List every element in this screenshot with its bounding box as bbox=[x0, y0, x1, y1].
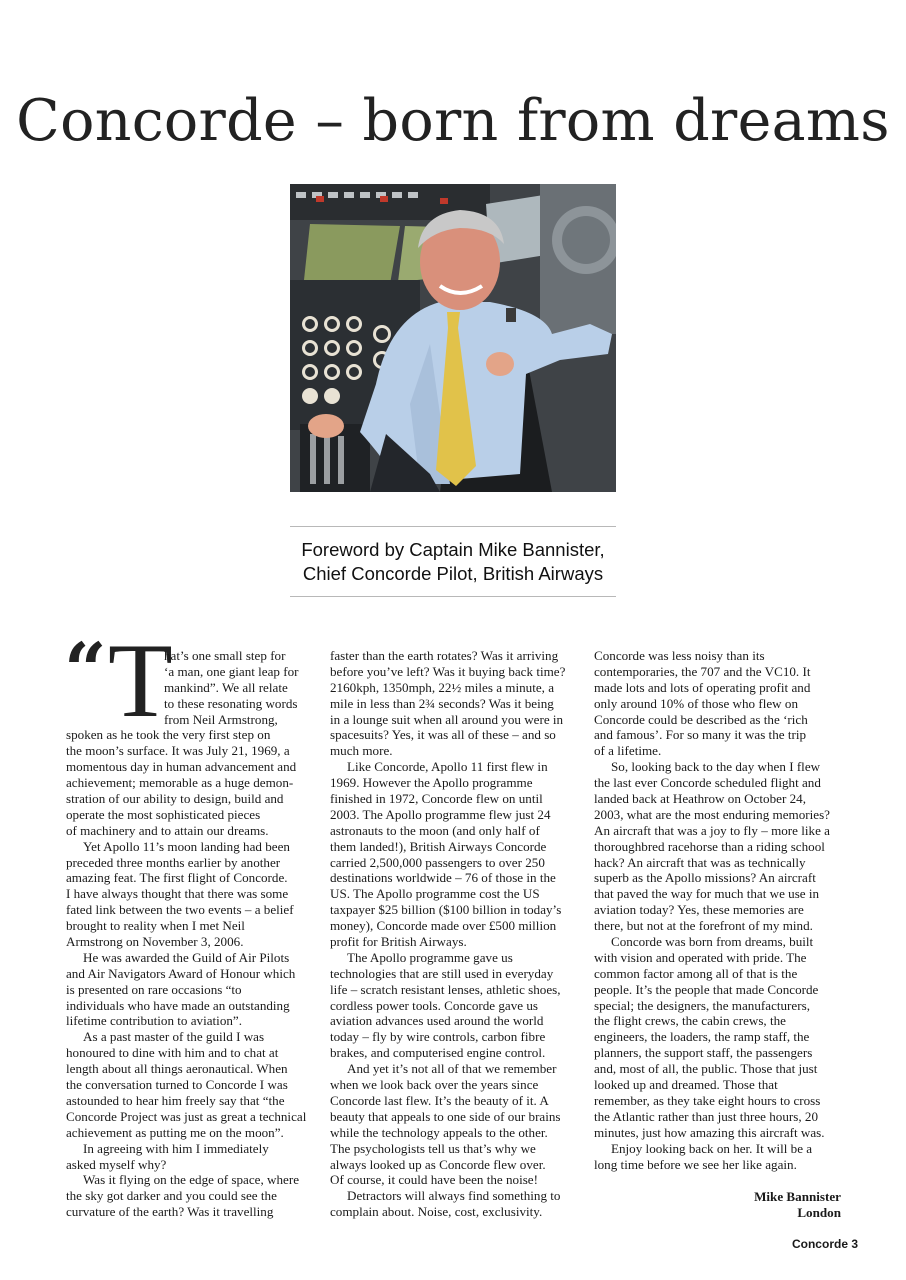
text-line: spoken as he took the very first step on bbox=[66, 727, 271, 743]
text-line: that paved the way for much that we use in bbox=[594, 886, 820, 902]
text-line: brought to reality when I met Neil bbox=[66, 918, 245, 934]
text-line: thoroughbred racehorse than a riding school bbox=[594, 838, 825, 854]
text-line: length about all things aeronautical. When bbox=[66, 1061, 288, 1077]
text-line: taxpayer $25 billion ($100 billion in today’s bbox=[330, 902, 562, 918]
text-line: asked myself why? bbox=[66, 1156, 167, 1172]
foreword-line-1: Foreword by Captain Mike Bannister, bbox=[301, 539, 605, 560]
foreword-line-2: Chief Concorde Pilot, British Airways bbox=[302, 563, 604, 584]
text-line: achievement; memorable as a huge demon- bbox=[66, 775, 294, 791]
text-line: Concorde was less noisy than its bbox=[594, 648, 765, 663]
text-line: 1969. However the Apollo programme bbox=[330, 775, 533, 791]
text-line: Was it flying on the edge of space, where bbox=[83, 1172, 300, 1188]
text-line: lifetime contribution to aviation”. bbox=[66, 1013, 242, 1029]
text-line: Like Concorde, Apollo 11 first flew in bbox=[347, 759, 548, 775]
text-line: destinations worldwide – 76 of those in the bbox=[330, 870, 556, 886]
text-line: brakes, and computerised engine control. bbox=[330, 1045, 546, 1061]
text-line: money), Concorde made over £500 million bbox=[330, 918, 557, 934]
text-line: beauty that appeals to one side of our brains bbox=[330, 1108, 561, 1124]
text-line: today – fly by wire controls, carbon fibre bbox=[330, 1029, 546, 1045]
text-line: I have always thought that there was some bbox=[66, 886, 289, 902]
text-line: long time before we see her like again. bbox=[594, 1156, 797, 1172]
text-line: planners, the support staff, the passengers bbox=[594, 1045, 813, 1061]
text-line: special; the designers, the manufacturers, bbox=[594, 997, 810, 1013]
text-line: curvature of the earth? Was it travelling bbox=[66, 1204, 274, 1220]
text-column-2 bbox=[330, 648, 580, 1220]
text-line: while the technology appeals to the other. bbox=[330, 1124, 548, 1140]
text-line: In agreeing with him I immediately bbox=[83, 1140, 269, 1156]
text-line: of a lifetime. bbox=[594, 743, 662, 759]
page-number: Concorde 3 bbox=[791, 1237, 858, 1251]
text-line: from Neil Armstrong, bbox=[164, 711, 278, 727]
text-line: the last ever Concorde scheduled flight and bbox=[594, 775, 821, 791]
signature-name: Mike Bannister bbox=[754, 1189, 841, 1204]
text-line: them landed!), British Airways Concorde bbox=[330, 838, 547, 854]
text-line: ‘a man, one giant leap for bbox=[164, 663, 299, 679]
text-line: fated link between the two events – a belief bbox=[66, 902, 294, 918]
text-line: finished in 1972, Concorde flew on until bbox=[330, 791, 543, 807]
text-line: remember, as they take eight hours to cross bbox=[594, 1092, 821, 1108]
signature-place: London bbox=[797, 1205, 841, 1220]
text-line: spacesuits? Yes, it was all of these – and so bbox=[330, 727, 556, 743]
text-line: An aircraft that was a joy to fly – more like a bbox=[594, 822, 830, 838]
text-line: superb as the Apollo missions? An aircraft bbox=[594, 870, 816, 886]
text-line: The Apollo programme gave us bbox=[347, 949, 513, 965]
text-line: astronauts to the moon (and only half of bbox=[330, 822, 540, 838]
text-line: when we look back over the years since bbox=[330, 1077, 539, 1093]
text-line: there, but not at the forefront of my mind. bbox=[594, 918, 813, 934]
text-line: 2160kph, 1350mph, 22½ miles a minute, a bbox=[330, 679, 555, 695]
text-line: Enjoy looking back on her. It will be a bbox=[611, 1140, 813, 1156]
text-line: people. It’s the people that made Concorde bbox=[594, 981, 819, 997]
text-line: So, looking back to the day when I flew bbox=[611, 759, 821, 775]
text-line: faster than the earth rotates? Was it arriving bbox=[330, 648, 559, 663]
drop-cap-letter: T bbox=[108, 622, 173, 739]
text-line: is presented on rare occasions “to bbox=[66, 981, 242, 997]
text-line: Concorde was born from dreams, built bbox=[611, 934, 814, 950]
text-line: stration of our ability to design, build and bbox=[66, 791, 284, 807]
text-line: 2003. The Apollo programme flew just 24 bbox=[330, 806, 551, 822]
text-line: mankind”. We all relate bbox=[164, 679, 288, 695]
text-line: of machinery and to attain our dreams. bbox=[66, 822, 269, 838]
text-line: US. The Apollo programme cost the US bbox=[330, 886, 540, 902]
text-line: engineers, the loaders, the ramp staff, the bbox=[594, 1029, 810, 1045]
text-line: amazing feat. The first flight of Concorde. bbox=[66, 870, 288, 886]
text-line: momentous day in human advancement and bbox=[66, 759, 297, 775]
text-line: only around 10% of those who flew on bbox=[594, 695, 799, 711]
text-line: much more. bbox=[330, 743, 393, 759]
text-line: As a past master of the guild I was bbox=[83, 1029, 265, 1045]
text-line: complain about. Noise, cost, exclusivity. bbox=[330, 1204, 543, 1220]
text-line: in a lounge suit when all around you were in bbox=[330, 711, 564, 727]
text-column-1 bbox=[66, 648, 316, 1220]
text-line: The psychologists tell us that’s why we bbox=[330, 1140, 536, 1156]
text-line: before you’ve left? Was it buying back time? bbox=[330, 663, 566, 679]
text-line: preceded three months earlier by another bbox=[66, 854, 281, 870]
text-line: Yet Apollo 11’s moon landing had been bbox=[83, 838, 290, 854]
text-line: Concorde Project was just as great a technical bbox=[66, 1108, 307, 1124]
foreword-bottom-rule bbox=[290, 596, 616, 597]
foreword-top-rule bbox=[290, 526, 616, 527]
text-line: with vision and operated with pride. The bbox=[594, 949, 807, 965]
text-line: life – scratch resistant lenses, athletic shoes, bbox=[330, 981, 561, 997]
foreword-byline bbox=[250, 538, 656, 586]
text-line: and, most of all, the public. Those that just bbox=[594, 1061, 818, 1077]
text-line: the sky got darker and you could see the bbox=[66, 1188, 277, 1204]
text-line: made lots and lots of operating profit and bbox=[594, 679, 811, 695]
text-line: carried 2,500,000 passengers to over 250 bbox=[330, 854, 545, 870]
text-column-3 bbox=[594, 648, 844, 1172]
text-line: common factor among all of that is the bbox=[594, 965, 798, 981]
text-line: And yet it’s not all of that we remember bbox=[347, 1061, 557, 1077]
text-line: and Air Navigators Award of Honour which bbox=[66, 965, 296, 981]
text-line: and famous’. For so many it was the trip bbox=[594, 727, 807, 743]
text-line: landed back at Heathrow on October 24, bbox=[594, 791, 806, 807]
text-line: looked up and dreamed. Those that bbox=[594, 1077, 778, 1093]
text-line: honoured to dine with him and to chat at bbox=[66, 1045, 279, 1061]
text-line: always looked up as Concorde flew over. bbox=[330, 1156, 546, 1172]
text-line: Of course, it could have been the noise! bbox=[330, 1172, 538, 1188]
text-line: the conversation turned to Concorde I was bbox=[66, 1077, 288, 1093]
page-title: Concorde – born from dreams bbox=[16, 88, 890, 154]
text-line: to these resonating words bbox=[164, 695, 298, 711]
text-line: He was awarded the Guild of Air Pilots bbox=[83, 949, 290, 965]
text-line: aviation today? Yes, these memories are bbox=[594, 902, 804, 918]
text-line: hat’s one small step for bbox=[164, 648, 286, 663]
text-line: the Atlantic rather than just three hours, 20 bbox=[594, 1108, 818, 1124]
text-line: astounded to hear him freely say that “the bbox=[66, 1092, 285, 1108]
text-line: Concorde last flew. It’s the beauty of it. A bbox=[330, 1092, 549, 1108]
text-line: operate the most sophisticated pieces bbox=[66, 806, 261, 822]
text-line: profit for British Airways. bbox=[330, 934, 467, 950]
text-line: individuals who have made an outstanding bbox=[66, 997, 290, 1013]
text-line: Detractors will always find something to bbox=[347, 1188, 561, 1204]
captain-photo bbox=[290, 184, 616, 492]
text-line: aviation advances used around the world bbox=[330, 1013, 544, 1029]
text-line: mile in less than 2¾ seconds? Was it being bbox=[330, 695, 554, 711]
text-line: the moon’s surface. It was July 21, 1969, a bbox=[66, 743, 290, 759]
text-line: hack? An aircraft that was as technically bbox=[594, 854, 806, 870]
text-line: cordless power tools. Concorde gave us bbox=[330, 997, 538, 1013]
signature bbox=[600, 1189, 841, 1221]
text-line: technologies that are still used in everyday bbox=[330, 965, 554, 981]
text-line: 2003, what are the most enduring memories? bbox=[594, 806, 830, 822]
text-line: Concorde could be described as the ‘rich bbox=[594, 711, 808, 727]
drop-cap-quote: “ bbox=[64, 628, 107, 714]
text-line: contemporaries, the 707 and the VC10. It bbox=[594, 663, 811, 679]
text-line: Armstrong on November 3, 2006. bbox=[66, 934, 244, 950]
text-line: achievement as putting me on the moon”. bbox=[66, 1124, 284, 1140]
text-line: minutes, just how amazing this aircraft was. bbox=[594, 1124, 825, 1140]
text-line: the flight crews, the cabin crews, the bbox=[594, 1013, 786, 1029]
